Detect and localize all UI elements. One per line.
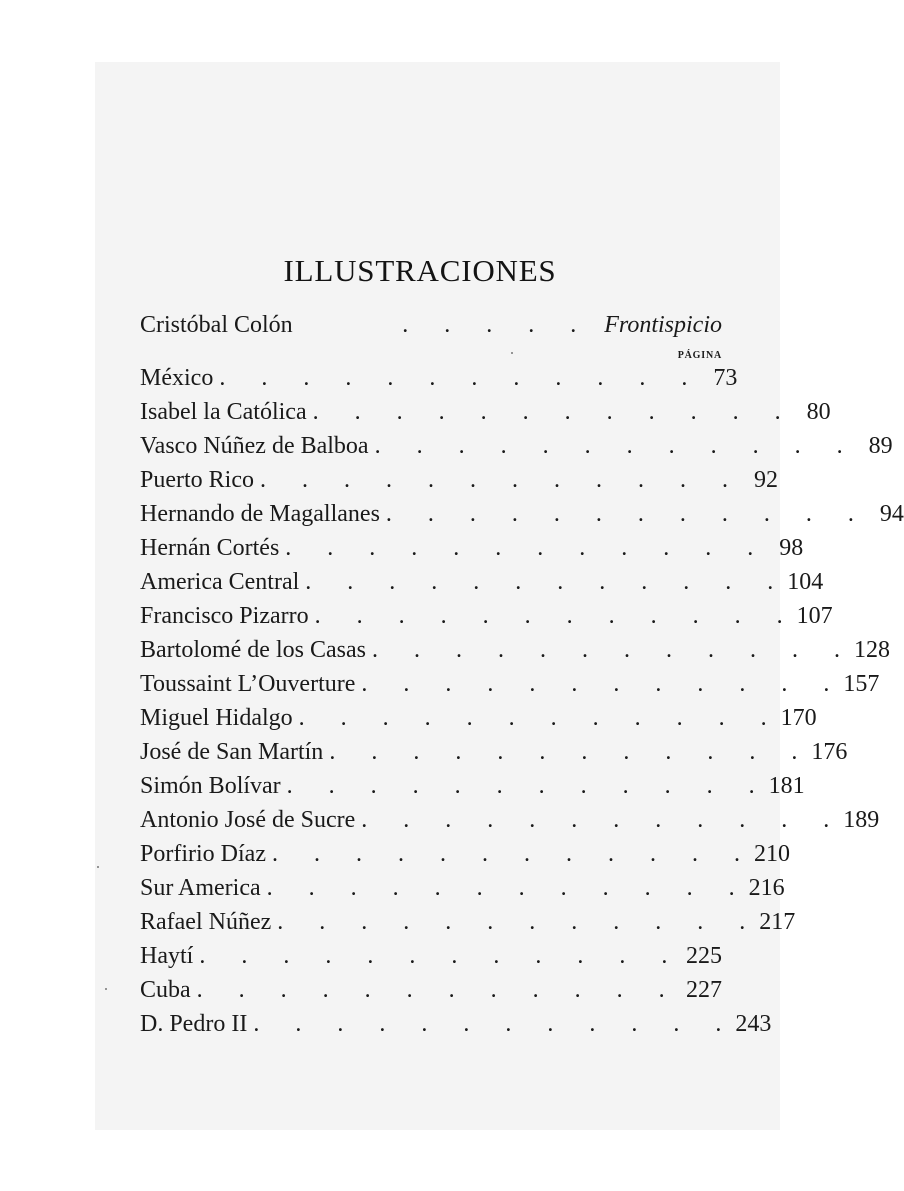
dot-leader: . . . . . . . . . . . . xyxy=(253,1011,722,1037)
dot-leader: . . . . . . . . . . . . xyxy=(298,705,767,731)
entry-title: America Central xyxy=(140,569,300,595)
frontispiece-label: Frontispicio xyxy=(604,312,722,338)
entry-page: 217 xyxy=(759,909,796,935)
entry-page: 243 xyxy=(735,1011,772,1037)
list-item xyxy=(140,909,796,943)
entry-title: Miguel Hidalgo xyxy=(140,705,293,731)
dot-leader: . . . . . . . . . . . . xyxy=(312,399,781,425)
entry-page: 104 xyxy=(787,569,824,595)
scan-speck xyxy=(105,988,107,990)
entry-title: D. Pedro II xyxy=(140,1011,248,1037)
frontispiece-title: Cristóbal Colón xyxy=(140,312,293,338)
list-item xyxy=(140,467,778,501)
entry-page: 176 xyxy=(811,739,848,765)
dot-leader: . . . . . . . . . . . . xyxy=(305,569,774,595)
entry-page: 210 xyxy=(753,841,790,867)
list-item xyxy=(140,637,890,671)
list-item xyxy=(140,739,848,773)
entry-page: 92 xyxy=(754,467,778,493)
entry-title: Vasco Núñez de Balboa xyxy=(140,433,369,459)
entry-page: 89 xyxy=(868,433,893,459)
entry-page: 94 xyxy=(879,501,904,527)
entry-page: 128 xyxy=(853,637,890,663)
dot-leader: . . . . . . . . . . . . xyxy=(271,841,740,867)
entry-title: Porfirio Díaz xyxy=(140,841,266,867)
dot-leader: . . . . . . . . . . . . xyxy=(329,739,798,765)
entry-title: Simón Bolívar xyxy=(140,773,281,799)
entry-title: Sur America xyxy=(140,875,261,901)
dot-leader: . . . . . . . . . . . . xyxy=(199,943,668,969)
dot-leader: . . . . . . . . . . . . xyxy=(371,637,840,663)
entry-title: Hernán Cortés xyxy=(140,535,280,561)
entry-page: 170 xyxy=(780,705,817,731)
dot-leader: . . . . . xyxy=(402,312,577,338)
entry-title: Francisco Pizarro xyxy=(140,603,309,629)
list-item xyxy=(140,807,880,841)
dot-leader: . . . . . . . . . . . . xyxy=(361,671,830,697)
entry-title: Rafael Núñez xyxy=(140,909,272,935)
entry-page: 227 xyxy=(686,977,722,1003)
dot-leader: . . . . . . . . . . . . xyxy=(285,535,754,561)
entry-title: Antonio José de Sucre xyxy=(140,807,356,833)
list-item xyxy=(140,977,722,1011)
entry-page: 73 xyxy=(713,365,738,391)
list-item xyxy=(140,433,893,467)
dot-leader: . . . . . . . . . . . . xyxy=(314,603,783,629)
dot-leader: . . . . . . . . . . . . xyxy=(266,875,735,901)
dot-leader: . . . . . . . . . . . . xyxy=(219,365,688,391)
entry-title: Puerto Rico xyxy=(140,467,254,493)
entry-title: Haytí xyxy=(140,943,194,969)
entry-page: 181 xyxy=(768,773,805,799)
list-item xyxy=(140,943,722,977)
list-item xyxy=(140,841,790,875)
page-title: ILLUSTRACIONES xyxy=(283,253,557,288)
entry-page: 107 xyxy=(796,603,833,629)
dot-leader: . . . . . . . . . . . . xyxy=(361,807,830,833)
entry-title: Hernando de Magallanes xyxy=(140,501,380,527)
entry-title: Cuba xyxy=(140,977,191,1003)
dot-leader: . . . . . . . . . . . . xyxy=(260,467,728,493)
scan-speck xyxy=(97,866,99,868)
entry-title: Toussaint L’Ouverture xyxy=(140,671,356,697)
entry-page: 225 xyxy=(686,943,722,969)
list-item xyxy=(140,603,833,637)
dot-leader: . . . . . . . . . . . . xyxy=(374,433,843,459)
list-item xyxy=(140,501,904,535)
entry-page: 157 xyxy=(843,671,880,697)
list-item xyxy=(140,399,831,433)
dot-leader: . . . . . . . . . . . . xyxy=(385,501,854,527)
list-item xyxy=(140,671,880,705)
list-item xyxy=(140,569,824,603)
list-item xyxy=(140,535,804,569)
dot-leader: . . . . . . . . . . . . xyxy=(196,977,665,1003)
illustration-list xyxy=(140,365,904,1045)
list-item xyxy=(140,773,805,807)
list-item xyxy=(140,1011,772,1045)
list-item xyxy=(140,365,738,399)
scan-speck xyxy=(511,352,513,354)
list-item xyxy=(140,875,785,909)
entry-page: 189 xyxy=(843,807,880,833)
entry-title: José de San Martín xyxy=(140,739,324,765)
frontispiece-row xyxy=(140,312,722,346)
dot-leader: . . . . . . . . . . . . xyxy=(277,909,746,935)
entry-page: 98 xyxy=(779,535,804,561)
page-column-label: PÁGINA xyxy=(677,350,722,361)
entry-title: Isabel la Católica xyxy=(140,399,307,425)
entry-page: 216 xyxy=(748,875,785,901)
dot-leader: . . . . . . . . . . . . xyxy=(286,773,755,799)
list-item xyxy=(140,705,817,739)
entry-page: 80 xyxy=(806,399,831,425)
entry-title: México xyxy=(140,365,214,391)
entry-title: Bartolomé de los Casas xyxy=(140,637,366,663)
